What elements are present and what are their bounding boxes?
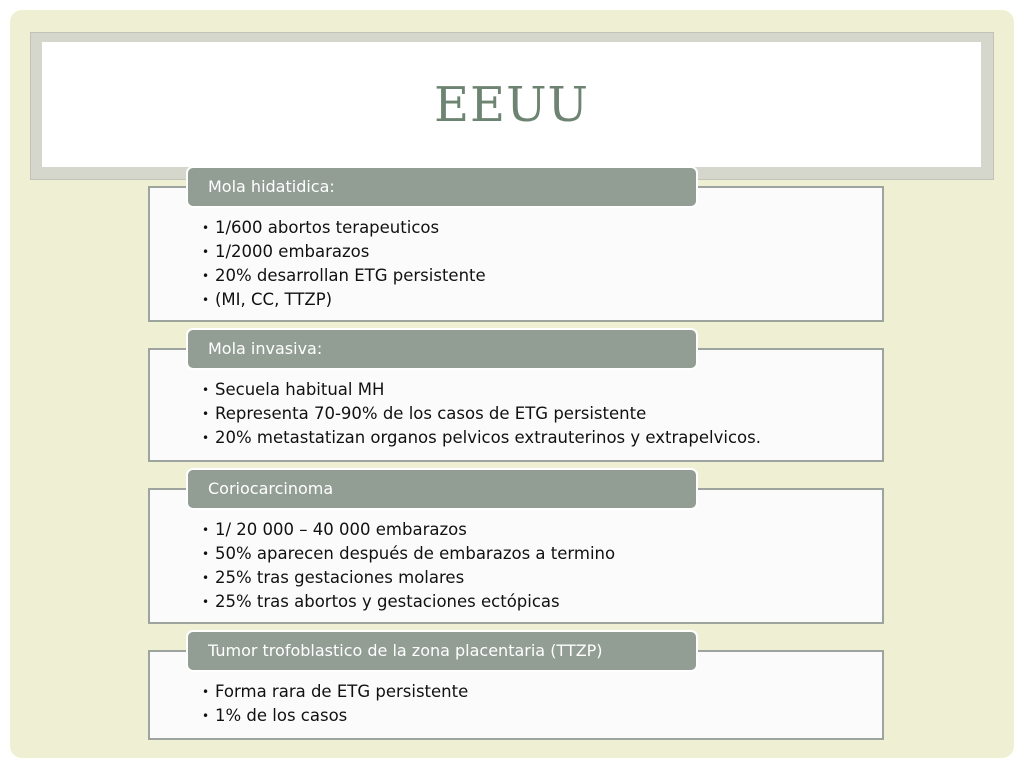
list-item: • (MI, CC, TTZP) [202, 288, 486, 312]
section-list-mola-hidatidica [202, 216, 486, 312]
list-item: • Representa 70-90% de los casos de ETG persistente [202, 402, 761, 426]
bullet-icon: • [202, 221, 210, 235]
list-item: • 20% desarrollan ETG persistente [202, 264, 486, 288]
title-panel [42, 42, 981, 167]
bullet-icon: • [202, 245, 210, 259]
section-list-coriocarcinoma [202, 518, 615, 614]
list-item: • 50% aparecen después de embarazos a termino [202, 542, 615, 566]
list-item: • Secuela habitual MH [202, 378, 761, 402]
bullet-icon: • [202, 523, 210, 537]
list-item: • Forma rara de ETG persistente [202, 680, 468, 704]
section-header-ttzp: Tumor trofoblastico de la zona placentaria (TTZP) [186, 630, 698, 672]
section-header-mola-hidatidica: Mola hidatidica: [186, 166, 698, 208]
list-item: • 1% de los casos [202, 704, 468, 728]
list-item: • 1/ 20 000 – 40 000 embarazos [202, 518, 615, 542]
bullet-icon: • [202, 547, 210, 561]
section-list-ttzp [202, 680, 468, 728]
section-list-mola-invasiva [202, 378, 761, 450]
list-item: • 25% tras gestaciones molares [202, 566, 615, 590]
bullet-icon: • [202, 293, 210, 307]
bullet-icon: • [202, 709, 210, 723]
bullet-icon: • [202, 685, 210, 699]
bullet-icon: • [202, 595, 210, 609]
section-header-mola-invasiva: Mola invasiva: [186, 328, 698, 370]
bullet-icon: • [202, 571, 210, 585]
list-item: • 1/600 abortos terapeuticos [202, 216, 486, 240]
list-item: • 20% metastatizan organos pelvicos extrauterinos y extrapelvicos. [202, 426, 761, 450]
bullet-icon: • [202, 431, 210, 445]
bullet-icon: • [202, 407, 210, 421]
list-item: • 1/2000 embarazos [202, 240, 486, 264]
slide-title: EEUU [434, 76, 589, 133]
list-item: • 25% tras abortos y gestaciones ectópicas [202, 590, 615, 614]
bullet-icon: • [202, 383, 210, 397]
bullet-icon: • [202, 269, 210, 283]
section-header-coriocarcinoma: Coriocarcinoma [186, 468, 698, 510]
